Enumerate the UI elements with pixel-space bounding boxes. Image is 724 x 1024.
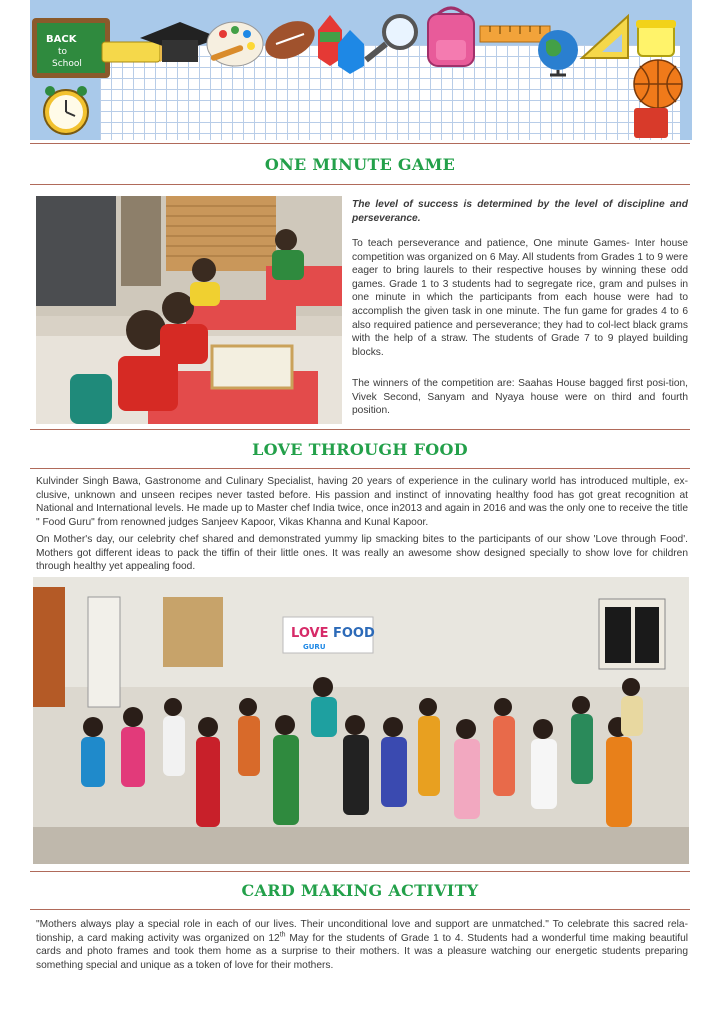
section-divider: [30, 429, 690, 430]
globe-icon: [538, 30, 578, 75]
svg-text:BACK: BACK: [46, 34, 77, 45]
section-divider: [30, 184, 690, 185]
basketball-icon: [634, 60, 682, 108]
svg-text:GURU: GURU: [303, 643, 326, 651]
section1-paragraph-2: The winners of the competition are: Saahas House bagged first posi-tion, Vivek Second, Sanyam and Nyaya house were on third and fourth position.: [352, 378, 688, 417]
section1-paragraph-1: To teach perseverance and patience, One minute Games- Inter house competition was organized on 6 May. All students from Grades 1 to 9 were eager to bring laurels to their respective houses by winning these odd games. Grade 1 to 3 students had to segregate rice, gram and pulses in one minute in which the participants from each house were had to accomplish the given task in one minute. The fun game for grades 4 to 6 also required patience and perseverance; they had to col-lect black grams with the help of a straw. The students of Grade 7 to 9 played building blocks.: [352, 238, 688, 358]
red-box-icon: [634, 108, 668, 138]
school-supplies-illustration: [30, 0, 692, 140]
section3-text-part-2: May for the students of Grade 1 to 4. Students had a wonderful time making beautiful cards and photo frames and took them home as a surprise to their mothers. It was a pleasure watching our energetic students preparing something special and unique as a token of love for their mothers.: [36, 932, 689, 971]
section2-paragraph-1: Kulvinder Singh Bawa, Gastronome and Culinary Specialist, having 20 years of experience in the culinary world has introduced multiple, ex-clusive, unknown and unseen recipes never tasted before. His passion and instinct of innovating healthy food has got great recognition at National and International levels. He made up to Master chef India twice, once in2013 and again in 2016 and was the only one to receive the title " Food Guru" from renowned judges Sanjeev Kapoor, Vikas Khanna and Kunal Kapoor.: [36, 476, 688, 528]
section-divider: [30, 143, 690, 144]
football-icon: [259, 14, 320, 67]
chalkboard-icon: [32, 18, 110, 78]
svg-text:to: to: [58, 47, 68, 57]
ruler-icon: [480, 26, 550, 42]
backpack-icon: [428, 8, 474, 66]
section3-text-part-1: "Mothers always play a special role in each of our lives. Their unconditional love and support are unmatched." To celebrate this sacred rela-tionship, a card making activity was organized on 12: [36, 919, 688, 944]
magnifying-glass-icon: [366, 16, 416, 60]
svg-text:LOVE: LOVE: [291, 626, 329, 641]
section1-quote: The level of success is determined by the level of discipline and perseverance.: [352, 199, 688, 224]
set-square-icon: [582, 16, 628, 58]
svg-text:FOOD: FOOD: [333, 626, 375, 641]
photo-one-minute-game: [36, 196, 342, 424]
section-title-one-minute-game: ONE MINUTE GAME: [264, 155, 456, 174]
date-ordinal-suffix: th: [279, 931, 286, 939]
alarm-clock-icon: [44, 86, 88, 134]
section2-paragraph-2: On Mother's day, our celebrity chef shared and demonstrated yummy lip smacking bites to the participants of our show 'Love through Food'. Mothers got different ideas to pack the tiffin of their little ones. It was really an awesome show designed specially to show love for children through healthy yet appealing food.: [36, 534, 688, 573]
glue-jar-icon: [636, 20, 676, 56]
rocket-icon: [318, 15, 364, 74]
header-banner: [30, 0, 692, 140]
section3-paragraph: [36, 918, 688, 972]
section-divider: [30, 468, 690, 469]
paint-palette-icon: [207, 22, 263, 66]
svg-text:School: School: [52, 59, 82, 69]
section-title-card-making-activity: CARD MAKING ACTIVITY: [241, 881, 479, 900]
section-divider: [30, 871, 690, 872]
section-divider: [30, 909, 690, 910]
photo-love-through-food-group: [33, 577, 689, 864]
section-title-love-through-food: LOVE THROUGH FOOD: [252, 440, 468, 459]
